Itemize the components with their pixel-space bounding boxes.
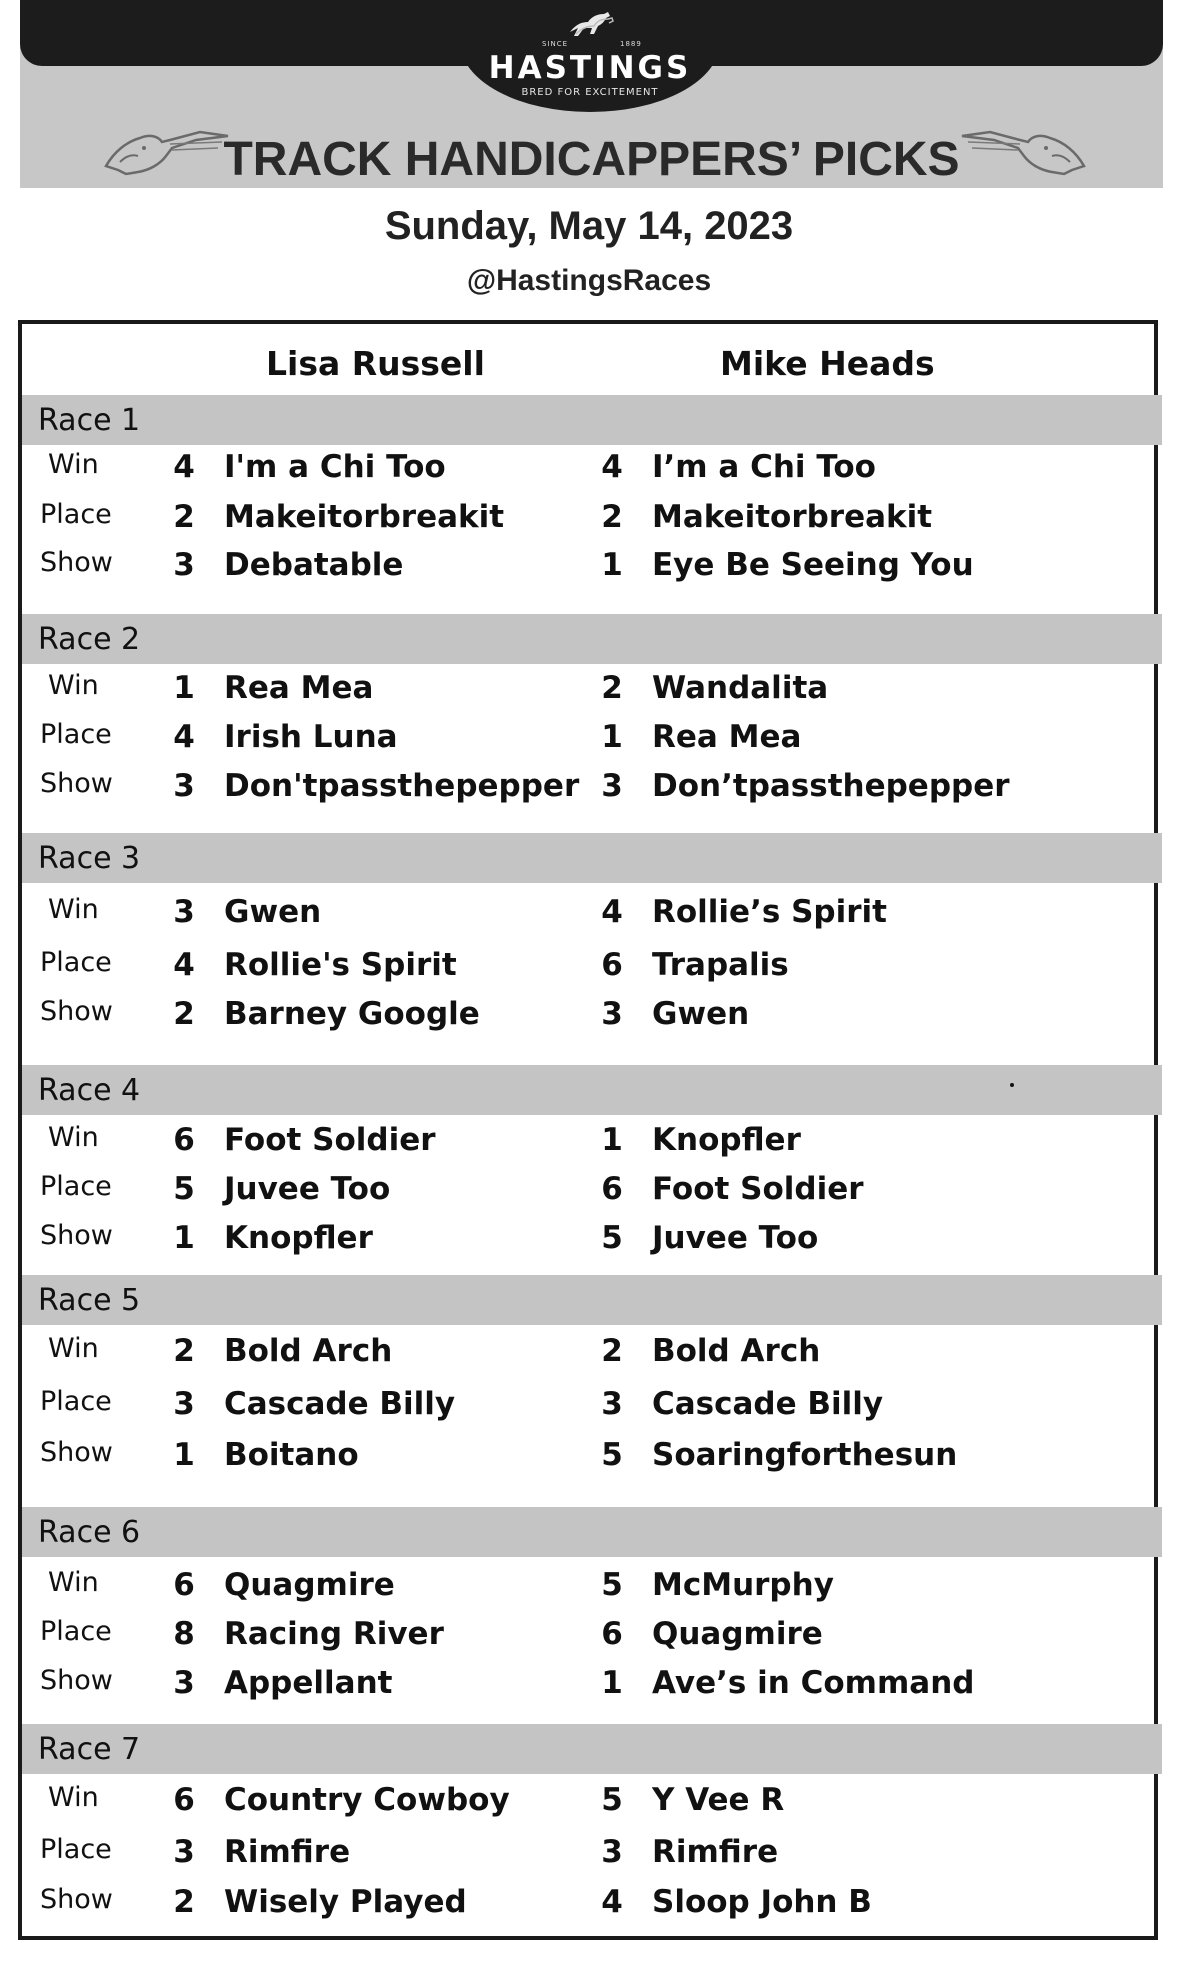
pick-horse-2: Knopfler	[652, 1122, 801, 1158]
finish-position: Win	[48, 1567, 99, 1598]
pick-number-2: 3	[601, 1834, 623, 1870]
pick-row	[22, 1386, 1154, 1430]
pick-number-1: 8	[173, 1616, 195, 1652]
stray-dot	[1010, 1083, 1014, 1087]
pick-number-1: 4	[173, 449, 195, 485]
finish-position: Show	[40, 1884, 113, 1915]
finish-position: Place	[40, 1171, 112, 1202]
pick-horse-2: Foot Soldier	[652, 1171, 864, 1207]
pick-horse-2: Eye Be Seeing You	[652, 547, 974, 583]
finish-position: Show	[40, 1665, 113, 1696]
pick-number-2: 5	[601, 1220, 623, 1256]
pick-horse-1: Appellant	[224, 1665, 393, 1701]
hastings-logo	[460, 0, 720, 112]
finish-position: Win	[48, 1782, 99, 1813]
race-header-band	[22, 1724, 1162, 1774]
pick-row	[22, 947, 1154, 991]
pick-horse-1: Irish Luna	[224, 719, 398, 755]
pick-number-1: 3	[173, 768, 195, 804]
pick-number-2: 1	[601, 1122, 623, 1158]
pick-number-2: 2	[601, 499, 623, 535]
pick-horse-2: Makeitorbreakit	[652, 499, 933, 535]
pick-number-2: 2	[601, 1333, 623, 1369]
pick-number-1: 5	[173, 1171, 195, 1207]
pick-number-1: 2	[173, 1333, 195, 1369]
pick-number-2: 4	[601, 449, 623, 485]
pick-horse-2: Ave’s in Command	[652, 1665, 975, 1701]
finish-position: Show	[40, 1220, 113, 1251]
race-header-band	[22, 833, 1162, 883]
pick-row	[22, 996, 1154, 1040]
pick-horse-1: Boitano	[224, 1437, 359, 1473]
pick-number-1: 6	[173, 1782, 195, 1818]
pick-horse-2: Sloop John B	[652, 1884, 872, 1920]
finish-position: Win	[48, 1122, 99, 1153]
pick-horse-1: I'm a Chi Too	[224, 449, 446, 485]
pick-horse-2: Don’tpassthepepper	[652, 768, 1010, 804]
pick-row	[22, 1437, 1154, 1481]
pick-number-2: 1	[601, 547, 623, 583]
pick-horse-2: Trapalis	[652, 947, 789, 983]
race-label: Race 3	[38, 841, 141, 876]
pick-number-1: 3	[173, 1834, 195, 1870]
pick-horse-1: Don'tpassthepepper	[224, 768, 580, 804]
pick-horse-1: Juvee Too	[224, 1171, 391, 1207]
pick-horse-1: Gwen	[224, 894, 322, 930]
pick-row	[22, 1567, 1154, 1611]
race-header-band	[22, 614, 1162, 664]
pick-horse-2: Quagmire	[652, 1616, 823, 1652]
pick-horse-1: Makeitorbreakit	[224, 499, 505, 535]
pick-number-2: 1	[601, 719, 623, 755]
picks-table	[18, 320, 1158, 1940]
race-header-band	[22, 1507, 1162, 1557]
logo-tagline: BRED FOR EXCITEMENT	[521, 87, 659, 98]
header-banner	[20, 0, 1163, 188]
logo-since-text: SINCE	[542, 40, 569, 48]
pick-horse-1: Quagmire	[224, 1567, 395, 1603]
finish-position: Place	[40, 1386, 112, 1417]
pick-row	[22, 1171, 1154, 1215]
race-label: Race 5	[38, 1283, 141, 1318]
pick-row	[22, 499, 1154, 543]
finish-position: Place	[40, 1616, 112, 1647]
pick-number-2: 6	[601, 947, 623, 983]
finish-position: Place	[40, 947, 112, 978]
pick-horse-1: Rimfire	[224, 1834, 351, 1870]
pick-number-2: 5	[601, 1782, 623, 1818]
pick-horse-1: Racing River	[224, 1616, 444, 1652]
pick-horse-2: Rollie’s Spirit	[652, 894, 887, 930]
pick-row	[22, 1884, 1154, 1928]
pick-number-1: 3	[173, 894, 195, 930]
pick-number-1: 4	[173, 947, 195, 983]
pick-horse-1: Wisely Played	[224, 1884, 467, 1920]
finish-position: Show	[40, 547, 113, 578]
pick-horse-1: Debatable	[224, 547, 404, 583]
pick-row	[22, 1782, 1154, 1826]
pick-number-2: 1	[601, 1665, 623, 1701]
pick-horse-2: Wandalita	[652, 670, 829, 706]
pick-number-1: 2	[173, 996, 195, 1032]
pick-row	[22, 768, 1154, 812]
pick-horse-2: Soaringforthesun	[652, 1437, 958, 1473]
finish-position: Show	[40, 1437, 113, 1468]
race-label: Race 1	[38, 403, 141, 438]
finish-position: Win	[48, 449, 99, 480]
race-header-band	[22, 1065, 1162, 1115]
pick-number-2: 3	[601, 996, 623, 1032]
race-date: Sunday, May 14, 2023	[384, 204, 794, 248]
logo-wordmark: HASTINGS	[488, 50, 692, 86]
pick-horse-2: I’m a Chi Too	[652, 449, 876, 485]
pick-horse-2: Gwen	[652, 996, 750, 1032]
pick-row	[22, 1122, 1154, 1166]
pick-number-1: 6	[173, 1122, 195, 1158]
pick-horse-1: Bold Arch	[224, 1333, 393, 1369]
pick-row	[22, 1665, 1154, 1709]
finish-position: Place	[40, 1834, 112, 1865]
pick-horse-2: Y Vee R	[652, 1782, 785, 1818]
pick-horse-1: Cascade Billy	[224, 1386, 456, 1422]
pick-row	[22, 670, 1154, 714]
pick-number-1: 3	[173, 547, 195, 583]
pick-number-2: 5	[601, 1437, 623, 1473]
finish-position: Win	[48, 1333, 99, 1364]
pick-number-2: 6	[601, 1171, 623, 1207]
pick-number-2: 4	[601, 894, 623, 930]
pick-horse-1: Rea Mea	[224, 670, 374, 706]
finish-position: Place	[40, 499, 112, 530]
pick-row	[22, 1333, 1154, 1377]
pick-number-2: 2	[601, 670, 623, 706]
pick-number-1: 6	[173, 1567, 195, 1603]
pick-number-1: 2	[173, 499, 195, 535]
pick-horse-1: Barney Google	[224, 996, 480, 1032]
pick-number-1: 3	[173, 1386, 195, 1422]
pick-horse-1: Foot Soldier	[224, 1122, 436, 1158]
handicapper-2-header: Mike Heads	[720, 344, 935, 383]
banner-title: TRACK HANDICAPPERS’ PICKS	[223, 133, 960, 186]
pick-row	[22, 1220, 1154, 1264]
race-label: Race 6	[38, 1515, 141, 1550]
race-label: Race 7	[38, 1732, 141, 1767]
pick-number-1: 4	[173, 719, 195, 755]
finish-position: Show	[40, 768, 113, 799]
pick-row	[22, 547, 1154, 591]
logo-year-text: 1889	[620, 40, 642, 48]
pick-number-2: 4	[601, 1884, 623, 1920]
pick-horse-1: Country Cowboy	[224, 1782, 510, 1818]
pick-number-1: 2	[173, 1884, 195, 1920]
pick-number-1: 1	[173, 1437, 195, 1473]
pick-row	[22, 719, 1154, 763]
pick-horse-2: Bold Arch	[652, 1333, 821, 1369]
pick-row	[22, 894, 1154, 938]
race-header-band	[22, 395, 1162, 445]
pick-number-1: 1	[173, 670, 195, 706]
pick-number-2: 3	[601, 1386, 623, 1422]
pick-row	[22, 1616, 1154, 1660]
pick-horse-1: Knopfler	[224, 1220, 373, 1256]
finish-position: Win	[48, 894, 99, 925]
pick-horse-2: Rea Mea	[652, 719, 802, 755]
race-header-band	[22, 1275, 1162, 1325]
pick-number-2: 3	[601, 768, 623, 804]
pick-horse-1: Rollie's Spirit	[224, 947, 457, 983]
race-label: Race 4	[38, 1073, 141, 1108]
pick-horse-2: Rimfire	[652, 1834, 779, 1870]
pick-row	[22, 1834, 1154, 1878]
finish-position: Win	[48, 670, 99, 701]
pick-horse-2: McMurphy	[652, 1567, 834, 1603]
pick-horse-2: Cascade Billy	[652, 1386, 884, 1422]
pick-number-2: 6	[601, 1616, 623, 1652]
pick-horse-2: Juvee Too	[652, 1220, 819, 1256]
race-label: Race 2	[38, 622, 141, 657]
finish-position: Place	[40, 719, 112, 750]
pick-row	[22, 449, 1154, 493]
pick-number-2: 5	[601, 1567, 623, 1603]
social-handle: @HastingsRaces	[466, 264, 712, 297]
running-horses-icon	[568, 10, 614, 40]
pick-number-1: 3	[173, 1665, 195, 1701]
finish-position: Show	[40, 996, 113, 1027]
handicapper-1-header: Lisa Russell	[266, 344, 485, 383]
pick-number-1: 1	[173, 1220, 195, 1256]
